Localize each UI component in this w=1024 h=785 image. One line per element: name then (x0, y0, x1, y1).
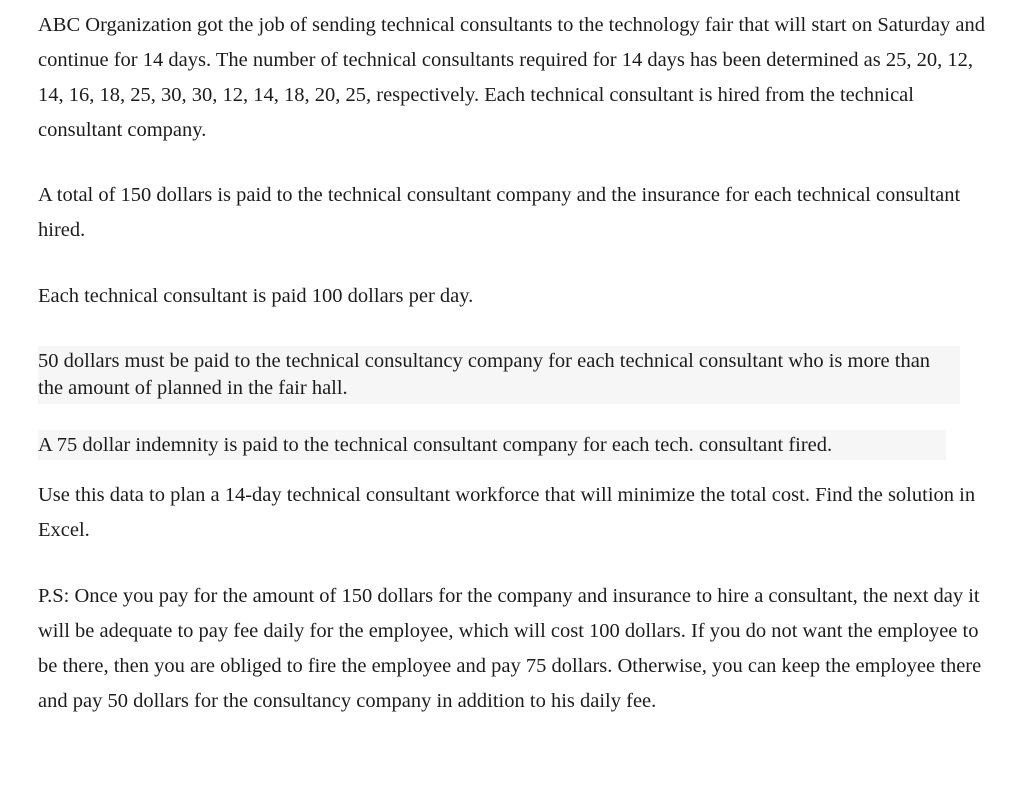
paragraph-task: Use this data to plan a 14-day technical consultant workforce that will minimize the total cost. Find the solution in Excel. (38, 484, 976, 541)
paragraph-hiring-cost: A total of 150 dollars is paid to the technical consultant company and the insurance for each technical consultant hired. (38, 184, 961, 241)
paragraph-indemnity: A 75 dollar indemnity is paid to the technical consultant company for each tech. consultant fired. (38, 430, 946, 460)
paragraph-postscript: P.S: Once you pay for the amount of 150 dollars for the company and insurance to hire a consultant, the next day it will be adequate to pay fee daily for the employee, which will cost 100 dollars. If you do not want the employee to be there, then you are obliged to fire the employee and pay 75 dollars. Otherwise, you can keep the employee there and pay 50 dollars for the consultancy company in addition to his daily fee. (38, 585, 982, 712)
paragraph-intro: ABC Organization got the job of sending technical consultants to the technology fair that will start on Saturday and continue for 14 days. The number of technical consultants required for 14 days has been determined as 25, 20, 12, 14, 16, 18, 25, 30, 30, 12, 14, 18, 20, 25, respectively. Each technical consultant is hired from the technical consultant company. (38, 14, 985, 141)
paragraph-daily-pay: Each technical consultant is paid 100 dollars per day. (38, 285, 474, 307)
paragraph-surplus-fee: 50 dollars must be paid to the technical consultancy company for each technical consultant who is more than the amount of planned in the fair hall. (38, 346, 960, 404)
problem-document (38, 8, 988, 719)
